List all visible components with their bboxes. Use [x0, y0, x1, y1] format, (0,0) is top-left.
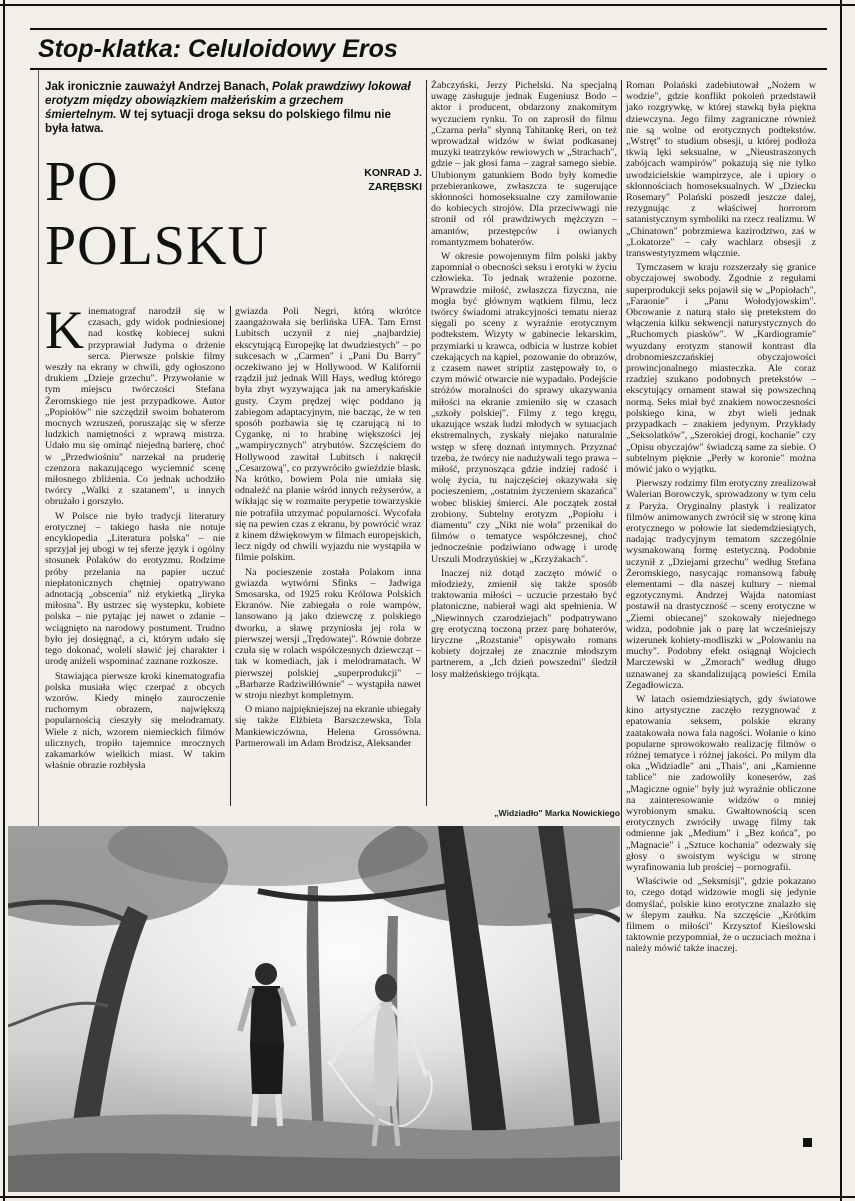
paragraph: W okresie powojennym film polski jakby zapomniał o obecności seksu i erotyki w życiu człowieka. To jednak wrażenie pozorne. Wprawdzie miłość, zwłaszcza fizyczna, nie mogła być głównym wątkiem filmu, lecz twórcy świadomi atrakcyjności tematu nieraz sięgali po sceny z wyraźnie erotycznym podtekstem. Wizyty w gabinecie lekarskim, przymiarki u krawca, odbicia w lustrze kobiet czekających na kąpiel, pozowanie do obrazów, z czasem nawet striptiz zastępowały to, o czym mówić otwarcie nie wypadało. Podejście stróżów moralności do sprawy ukazywania miłości na ekranie zmieniło się w czasach „szkoły polskiej". Filmy z tego kręgu, ukazujące wszak ludzi młodych w sytuacjach ekstremalnych, zyskały niejako naturalnie wstęp w sferę doznań intymnych. Przyznać trzeba, że twórcy nie nadużywali tego prawa – miłość, przynosząca gdzie indziej radość i wolę życia, tu najczęściej okazywała się pocieszeniem, „ostatnim życzeniem skazańca" wobec bliskiej śmierci. Ale początek został zrobiony. Subtelny erotyzm „Popiołu i diamentu" czy „Nikt nie woła" przenikał do filmów o tematyce współczesnej, choć jednocześnie podziwiano odwagę i urodę Urszuli Modrzyńskiej w „Krzyżakach". [431, 251, 617, 565]
inner-left-rule [38, 70, 39, 830]
column-rule [621, 80, 622, 1160]
left-border [3, 0, 5, 1201]
paragraph: W Polsce nie było tradycji literatury erotycznej – takiego hasła nie notuje encyklopedia „Literatura polska" – nie sprzyjał jej ubogi w tej sferze język i ogólny stosunek Polaków do erotyzmu. Rodzime próby przelania na papier uczuć niepłatonicznych chętniej opatrywano adnotacją „obscenia" niż etykietką „liryka miłosna". By ustrzec się wystepku, kobiete polska – nie pytając jej nawet o zdanie – wciągnięto na narodowy postument. Trudno było jej dosięgnąć, a ci, którym udało się tego dokonać, woleli sławić jej charakter i urodę aniżeli wspominać zaznane rozkosze. [45, 510, 225, 668]
lead-paragraph [45, 80, 417, 136]
paragraph: gwiazda Poli Negri, którą wkrótce zaangażowała się berlińska UFA. Tam Ernst Lubitsch uczynił z niej „najbardziej ekscytującą Europejkę lat dwudziestych" – po sukcesach w „Carmen" i „Pani Du Barry" oczekiwano jej w Hollywood. W Kalifornii rządził już jednak Will Hays, według którego była zbyt wyzywająca jak na amerykańskie gusty. Czym prędzej więc poddano ją zabiegom adaptacyjnym, nie bacząc, że w ten sposób pozbawia się tę czarującą ni to Cygankę, ni to hrabinę większości jej „wampirycznych" atrybutów. Szczęściem do Hollywood zawitał Lubitsch i nakręcił „Cesarzową", co przywróciło gwieździe blask. Na krótko, bowiem Pola nie umiała się odnaleźć na planie wśród innych reżyserów, a wikłając się w rozmaite perypetie towarzyskie nie potrafiła utrzymać popularności. Wycofała się na pewien czas z ekranu, by powrócić wraz z kinem dźwiękowym w filmach europejskich, lecz nigdy od chwili wyjazdu nie wystąpiła w filmie polskim. [235, 306, 421, 564]
section-header [30, 28, 827, 70]
paragraph: Roman Polański zadebiutował „Nożem w wodzie", gdzie konflikt pokoleń przedstawił jako rozgrywkę, w której stawką była piękna dziewczyna. Jego filmy zagraniczne również nie są wolne od erotycznych podtekstów. „Wstręt" to studium obsesji, u której podłoża tkwią lęki seksualne, w „Nieustraszonych zabójcach wampirów" pokazują się nie tylko uwodzicielskie wampirzyce, ale i upiory o skłonnościach homoseksualnych. W „Dziecku Rosemary" Polański poszedł jeszcze dalej, rezygnując z właściwej horrorom satanistycznym symboliki na rzecz realizmu. W „Chinatown" pobrzmiewa kazirodztwo, zaś w „Lokatorze" – cały wachlarz obsesji z transwestytyzmem włącznie. [626, 80, 816, 260]
lead-part-3: W tej sytuacji droga seksu do polskiego filmu nie była łatwa. [45, 108, 391, 135]
headline-line-1: PO [45, 151, 119, 213]
film-still-illustration [8, 826, 620, 1192]
lead-part-1: Jak ironicznie zauważył Andrzej Banach, [45, 80, 273, 93]
section-title: Stop-klatka: Celuloidowy Eros [38, 35, 398, 63]
paragraph: Żabczyński, Jerzy Pichelski. Na specjalną uwagę zasługuje jednak Eugeniusz Bodo – aktor i producent, obdarzony znakomitym wyczuciem rynku. To on zaprosił do filmu „Czarna perła" słynną Tahitankę Reri, on też wprowadzał widzów w świat podkasanej muzyki teatrzyków rewiowych w „Strachach", gdzie – jak głosi fama – zagrał samego siebie. Ulubionym gatunkiem Bodo były komedie przebierankowe, zwłaszcza te sugerujące skłonności homoseksualne czy zamiłowanie do kobiecych strojów. Dla przeciwwagi nie stronił od ról prawdziwych mężczyzn – amantów, przestępców i owianych romantyzmem bohaterów. [431, 80, 617, 248]
column-rule [230, 306, 231, 806]
right-border [840, 0, 842, 1201]
article-column-3 [431, 80, 617, 800]
headline-line-2: POLSKU [45, 215, 269, 277]
paragraph: O miano najpiękniejszej na ekranie ubiegały się także Elżbieta Barszczewska, Tola Mankiewiczówna, Helena Grossówna. Partnerowali im Adam Brodzisz, Aleksander [235, 704, 421, 749]
bottom-border [0, 1196, 855, 1198]
paragraph-text: inematograf narodził się w czasach, gdy widok podniesionej nad kostkę kobiecej sukni przyprawiał Judyma o drżenie serca. Pierwsze polskie filmy weszły na ekrany w chwili, gdy ogłoszono drukiem „Dzieje grzechu". Przywołanie w tym miejscu twórczości Stefana Żeromskiego nie jest przypadkowe. Autor „Popiołów" nie szczędził swoim bohaterom mocnych wzruszeń, poruszając się w sferze ludzkich namiętności z wprawą mistrza. Udało mu się ominąć niejedną barierę, choć w „Przedwiośniu" narzekał na pruderię czenzora nakazującego wyciemnić scenę miłosnego zbliżenia. Co jednak uchodziło twórcy „Walki z szatanem", u innych obrużało i gorszyło. [45, 306, 225, 508]
byline [336, 166, 422, 194]
drop-cap: K [45, 306, 84, 360]
paragraph: Właściwie od „Seksmisji", gdzie pokazano to, czego dotąd widzowie mogli się jedynie domyślać, polskie kino erotyczne znalazło się w ślepym zaułku. Na szczęście „Krótkim filmem o miłości" Krzysztof Kieślowski taktownie przypomniał, że o uczuciach można i należy mówić także inaczej. [626, 876, 816, 955]
photo-caption: „Widziadło" Marka Nowickiego [494, 808, 620, 818]
paragraph: Stawiająca pierwsze kroki kinematografia polska musiała więc czerpać z obcych wzorów. Kiedy minęło zauroczenie ruchomym obrazem, największą popularnością cieszyły się melodramaty. Wiele z nich, wzorem niemieckich filmów ulicznych, tropiło tajemnice mrocznych zakamarków wielkich miast. W takim właśnie obrazie rozbłysła [45, 670, 225, 772]
author-first-name: KONRAD J. [364, 167, 422, 179]
lead-quote: Polak prawdziwy lokował erotyzm między obowiązkiem małżeńskim a grzechem śmiertelnym. [45, 80, 411, 121]
paragraph: Tymczasem w kraju rozszerzały się granice obyczajowej swobody. Zgodnie z regułami superprodukcji seks pojawił się w „Popiołach", „Faraonie" i „Panu Wołodyjowskim". Obcowanie z naturą stało się pretekstem do włączenia kilku sekwencji naturystycznych do „Ruchomych piasków". W „Kardiogramie" wyuzdany erotyzm stanowił kontrast dla drobnomieszczańskiej obyczajowości prowincjonalnego miasteczka. Ale coraz rzadziej szukano podobnych pretekstów – ekscytujący ornament stawał się powszechną normą. Seks miał być znakiem nowoczesności polskiego kina, w zbyt wieli jednak przypadkach – znakiem jedynym. Przykłady „Seksolatków", „Szerokiej drogi, kochanie" czy „Opisu obyczajów" świadczą same za siebie. O subtelnym pięknie „Perły w koronie" można mówić jako o wyjątku. [626, 262, 816, 475]
article-column-2 [235, 306, 421, 806]
paragraph: Pierwszy rodzimy film erotyczny zrealizował Walerian Borowczyk, sprowadzony w tym celu z Paryża. Oryginalny plastyk i realizator filmów animowanych zwrócił się w stronę kina erotycznego w połowie lat siedemdziesiątych, nadając tradycyjnym tematom szczególnie wysmakowaną formę estetyczną. Podobnie uczynił z „Dziejami grzechu" według Stefana Żeromskiego, nasycając romansową fabułę elementami – dla naszej kultury – niemal egzotycznymi. Andrzej Wajda natomiast postawił na drastyczność – sceny erotyczne w „Ziemi obiecanej" szokowały niejednego widza, podobnie jak o parę lat wcześniejszy wizerunek kobiety-modliszki w „Polowaniu na muchy". Podobny efekt osiągnął Wojciech Marczewski w „Zmorach" według długo uznawanej za skandalizującą powieści Emila Zegadłowicza. [626, 478, 816, 691]
article-column-4 [626, 80, 816, 1148]
paragraph: W latach osiemdziesiątych, gdy światowe kino artystyczne zaczęło rezygnować z epatowania seksem, polskie ekrany zaatakowała nowa fala nagości. Wołanie o kino popularne sprowokowało realizację filmów o różnej tematyce i różnej jakości. Po milym dla oka „Widziadle" ani „Thais", ani „Kamienne tablice" nie zadowoliły koneserów, zaś „Magiczne ognie" były już wyraźnie obliczone na zainteresowanie widzów o mniej wyrobionym smaku. Gwałtownością scen erotycznych zwróciły uwagę filmy tak odmienne jak „Medium" i „Bez końca", po „Magnacie" i „Sztuce kochania" odezwały się głosy o swoistym wyścigu w stronę wyrafinowania lub prościej – pornografii. [626, 693, 816, 874]
end-of-article-mark [803, 1138, 812, 1147]
headline [45, 150, 345, 278]
paragraph: Na pocieszenie została Polakom inna gwiazda wytwórni Sfinks – Jadwiga Smosarska, od 1925 roku Królowa Polskich Ekranów. Nie zabiegała o role wampów, lansowano ją jako dziewczę z polskiego dworku, a sławę przyniosła jej rola w pierwszej wersji „Trędowatej". Równie dobrze czuła się w rolach współczesnych dziewcząt – tak w komediach, jak i melodramatach. W pierwszej polskiej „superprodukcji" – „Barbarze Radziwiłłównie" – wystąpiła nawet w stroju niezbyt kompletnym. [235, 566, 421, 701]
article-column-1 [45, 306, 225, 806]
author-last-name: ZARĘBSKI [368, 181, 422, 193]
film-still-photo [8, 826, 620, 1192]
column-rule [426, 80, 427, 806]
paragraph [45, 306, 225, 508]
paragraph: Inaczej niż dotąd zaczęto mówić o młodzieży, zmienił się także sposób traktowania miłości – uczucie przestało być platoniczne, nabierał wagi akt spełnienia. W „Niewinnych czarodziejach" podpatrywano grę erotyczną toczoną przez parę bohaterów, liryczne „Rozstanie" opisywało romans kobiety dojrzałej ze znacznie młodszym partnerem, a „Ich dzień powszedni" śledził losy małżeńskiego trójkąta. [431, 567, 617, 680]
top-border [0, 4, 855, 6]
